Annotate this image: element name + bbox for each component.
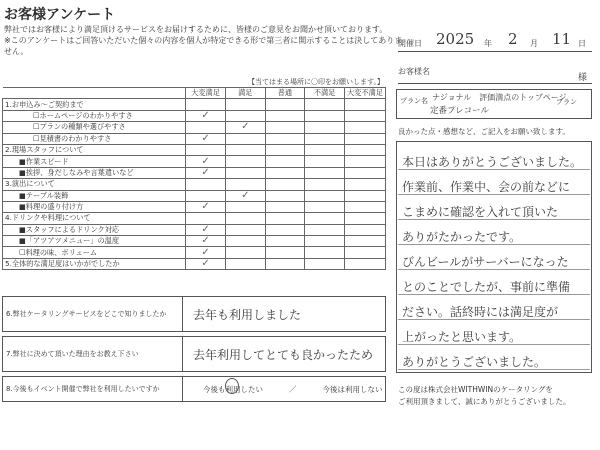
rating-cell[interactable] — [186, 224, 226, 235]
comments-label: 良かった点・感想など、ご記入をお願い致します。 — [398, 127, 570, 136]
rating-cell[interactable] — [305, 190, 345, 201]
rating-cell[interactable] — [265, 156, 305, 167]
survey-row — [3, 99, 386, 110]
plan-label: プラン名 — [400, 97, 428, 105]
rating-cell[interactable] — [186, 144, 226, 155]
year-unit: 年 — [484, 39, 492, 48]
table-header-row — [3, 88, 386, 99]
option-will-use-label: 今後も利用したい — [203, 384, 263, 394]
survey-item-label: 5.全体的な満足度はいかがでしたか — [3, 258, 186, 269]
rating-cell[interactable] — [186, 179, 226, 190]
rating-cell[interactable] — [305, 144, 345, 155]
day-unit: 日 — [578, 39, 586, 48]
question-8-row — [2, 376, 386, 402]
circle-mark-icon — [225, 378, 239, 394]
rating-cell[interactable] — [225, 144, 265, 155]
survey-instruction: 【当てはまる場所に〇印をお願いします。】 — [248, 78, 384, 86]
question-7-label: 7.弊社に決めて頂いた理由をお教え下さい — [3, 337, 183, 371]
rating-cell[interactable] — [344, 144, 385, 155]
survey-row — [3, 167, 386, 178]
rating-cell[interactable] — [344, 156, 385, 167]
plan-handwriting-2[interactable]: 定番プレコール — [430, 106, 489, 116]
check-mark-icon: ✓ — [201, 223, 210, 235]
rating-cell[interactable] — [225, 99, 265, 110]
header-spacer — [3, 88, 186, 99]
rating-cell[interactable] — [305, 167, 345, 178]
comment-handwriting: 作業前、作業中、会の前などに — [402, 180, 571, 194]
comment-handwriting: ありがたかったです。 — [402, 230, 522, 244]
rating-cell[interactable] — [265, 133, 305, 144]
rating-cell[interactable] — [305, 258, 345, 269]
question-6-answer[interactable]: 去年も利用しました — [193, 307, 302, 322]
question-8-label: 8.今後もイベント開催で弊社を利用したいですか — [3, 377, 183, 401]
survey-row — [3, 190, 386, 201]
intro-text — [4, 24, 403, 57]
question-6-label: 6.弊社ケータリングサービスをどこで知りましたか — [3, 297, 183, 331]
rating-cell[interactable] — [265, 258, 305, 269]
column-header: 不満足 — [305, 88, 345, 99]
rating-cell[interactable] — [344, 99, 385, 110]
comment-handwriting: 上がったと思います。 — [402, 330, 522, 344]
rating-cell[interactable] — [186, 247, 226, 258]
comment-handwriting: ありがとうございました。 — [402, 355, 547, 369]
rating-cell[interactable] — [265, 122, 305, 133]
rating-cell[interactable] — [186, 201, 226, 212]
survey-row — [3, 179, 386, 190]
check-mark-icon: ✓ — [201, 155, 210, 167]
rating-cell[interactable] — [305, 201, 345, 212]
rating-cell[interactable] — [265, 236, 305, 247]
rating-cell[interactable] — [225, 122, 265, 133]
intro-line: ※このアンケートはご回答いただいた個々の内容を個人が特定できる形で第三者に開示することは決してありま — [4, 36, 403, 45]
intro-line: 弊社ではお客様により満足頂けるサービスをお届けするために、皆様のご意見をお聞かせ頂いております。 — [4, 25, 388, 34]
rating-cell[interactable] — [265, 99, 305, 110]
rating-cell[interactable] — [225, 167, 265, 178]
rating-cell[interactable] — [225, 156, 265, 167]
survey-row — [3, 122, 386, 133]
rating-cell[interactable] — [186, 110, 226, 121]
check-mark-icon: ✓ — [201, 258, 210, 270]
rating-cell[interactable] — [305, 224, 345, 235]
plan-suffix: プラン — [556, 98, 577, 106]
survey-row — [3, 144, 386, 155]
rating-cell[interactable] — [225, 110, 265, 121]
check-mark-icon: ✓ — [201, 201, 210, 213]
rating-cell[interactable] — [344, 236, 385, 247]
column-header: 大変満足 — [186, 88, 226, 99]
rating-cell[interactable] — [186, 133, 226, 144]
footer-line-2: ご利用頂きまして、誠にありがとうございました。 — [398, 397, 571, 406]
survey-item-label: ■料理の盛り付け方 — [3, 201, 186, 212]
rating-cell[interactable] — [305, 236, 345, 247]
rating-cell[interactable] — [305, 179, 345, 190]
survey-item-label: 1.お申込み～ご契約まで — [3, 99, 186, 110]
survey-row — [3, 213, 386, 224]
check-mark-icon: ✓ — [241, 121, 250, 133]
comment-handwriting: びんビールがサーバーになった — [402, 255, 569, 269]
survey-item-label: ■挨拶、身だしなみや言葉遣いなど — [3, 167, 186, 178]
survey-row — [3, 110, 386, 121]
check-mark-icon: ✓ — [201, 109, 210, 121]
rating-cell[interactable] — [186, 99, 226, 110]
rating-cell[interactable] — [225, 224, 265, 235]
rating-cell[interactable] — [344, 167, 385, 178]
survey-item-label: ■スタッフによるドリンク対応 — [3, 224, 186, 235]
rating-cell[interactable] — [344, 122, 385, 133]
column-header: 普通 — [265, 88, 305, 99]
rating-cell[interactable] — [344, 201, 385, 212]
rating-cell[interactable] — [344, 224, 385, 235]
rating-cell[interactable] — [265, 224, 305, 235]
rating-cell[interactable] — [305, 99, 345, 110]
survey-row — [3, 258, 386, 269]
rating-cell[interactable] — [265, 110, 305, 121]
rating-cell[interactable] — [186, 122, 226, 133]
rating-cell[interactable] — [225, 133, 265, 144]
rating-cell[interactable] — [265, 179, 305, 190]
rating-cell[interactable] — [344, 179, 385, 190]
rating-cell[interactable] — [305, 122, 345, 133]
survey-item-label: 2.現場スタッフについて — [3, 144, 186, 155]
rating-cell[interactable] — [186, 236, 226, 247]
survey-row — [3, 133, 386, 144]
rating-cell[interactable] — [265, 213, 305, 224]
survey-item-label: ☐料理の味、ボリューム — [3, 247, 186, 258]
footer-line-1: この度は株式会社WITHWINのケータリングを — [398, 385, 553, 394]
rating-cell[interactable] — [265, 190, 305, 201]
customer-name-label: お客様名 — [398, 67, 430, 76]
question-7-answer[interactable]: 去年利用してとても良かったため — [193, 347, 374, 362]
rating-cell[interactable] — [225, 236, 265, 247]
rating-cell[interactable] — [186, 156, 226, 167]
rating-cell[interactable] — [344, 258, 385, 269]
rating-cell[interactable] — [344, 247, 385, 258]
rating-cell[interactable] — [305, 247, 345, 258]
rating-cell[interactable] — [265, 201, 305, 212]
date-day[interactable]: 11 — [552, 30, 572, 48]
survey-row — [3, 156, 386, 167]
survey-item-label: ☐プランの種類や選びやすさ — [3, 122, 186, 133]
survey-item-label: ☐見積書のわかりやすさ — [3, 133, 186, 144]
rating-cell[interactable] — [225, 190, 265, 201]
form-title: お客様アンケート — [4, 7, 116, 23]
date-underline — [398, 51, 592, 52]
comment-handwriting: 本日はありがとうございました。 — [402, 155, 583, 169]
name-underline — [398, 83, 592, 84]
rating-cell[interactable] — [305, 156, 345, 167]
survey-row — [3, 236, 386, 247]
rating-cell[interactable] — [225, 213, 265, 224]
comment-handwriting: ださい。話終時には満足度が — [402, 305, 559, 319]
check-mark-icon: ✓ — [201, 235, 210, 247]
rating-cell[interactable] — [225, 201, 265, 212]
rating-cell[interactable] — [305, 133, 345, 144]
column-header: 大変不満足 — [344, 88, 385, 99]
rating-cell[interactable] — [344, 110, 385, 121]
rating-cell[interactable] — [265, 247, 305, 258]
survey-item-label: ■作業スピード — [3, 156, 186, 167]
check-mark-icon: ✓ — [201, 166, 210, 178]
rating-cell[interactable] — [225, 258, 265, 269]
rating-cell[interactable] — [265, 167, 305, 178]
rating-cell[interactable] — [186, 190, 226, 201]
date-month[interactable]: 2 — [508, 30, 518, 48]
customer-name-suffix: 様 — [578, 73, 588, 83]
question-6-row — [2, 296, 386, 332]
column-header: 満足 — [225, 88, 265, 99]
rating-cell[interactable] — [225, 247, 265, 258]
survey-item-label: 3.演出について — [3, 179, 186, 190]
option-will-use[interactable] — [203, 384, 263, 395]
date-label: 開催日 — [398, 39, 422, 48]
survey-item-label: ☐ホームページのわかりやすさ — [3, 110, 186, 121]
survey-row — [3, 224, 386, 235]
month-unit: 月 — [530, 39, 538, 48]
plan-handwriting-1[interactable]: ナジョナル 評価満点のトップページ — [432, 93, 567, 102]
check-mark-icon: ✓ — [201, 132, 210, 144]
check-mark-icon: ✓ — [201, 246, 210, 258]
survey-item-label: ■テーブル装飾 — [3, 190, 186, 201]
rating-cell[interactable] — [186, 258, 226, 269]
comment-handwriting: こまめに確認を入れて頂いた — [402, 205, 559, 219]
question-7-row — [2, 336, 386, 372]
rating-cell[interactable] — [305, 213, 345, 224]
intro-line: せん。 — [4, 47, 29, 56]
question-8-options — [183, 377, 385, 401]
option-will-not-use[interactable]: 今後は利用しない — [322, 384, 383, 394]
rating-cell[interactable] — [225, 179, 265, 190]
rating-cell[interactable] — [265, 144, 305, 155]
comment-handwriting: とのことでしたが、事前に準備 — [402, 280, 571, 294]
rating-cell[interactable] — [186, 213, 226, 224]
rating-cell[interactable] — [305, 110, 345, 121]
rating-cell[interactable] — [186, 167, 226, 178]
date-year[interactable]: 2025 — [436, 30, 475, 48]
rating-cell[interactable] — [344, 190, 385, 201]
rating-cell[interactable] — [344, 133, 385, 144]
survey-row — [3, 247, 386, 258]
satisfaction-table — [2, 87, 386, 270]
rating-cell[interactable] — [344, 213, 385, 224]
check-mark-icon: ✓ — [241, 189, 250, 201]
survey-item-label: ■「アツアツメニュー」の温度 — [3, 236, 186, 247]
survey-item-label: 4.ドリンクや料理について — [3, 213, 186, 224]
survey-row — [3, 201, 386, 212]
option-separator: ／ — [289, 384, 297, 394]
